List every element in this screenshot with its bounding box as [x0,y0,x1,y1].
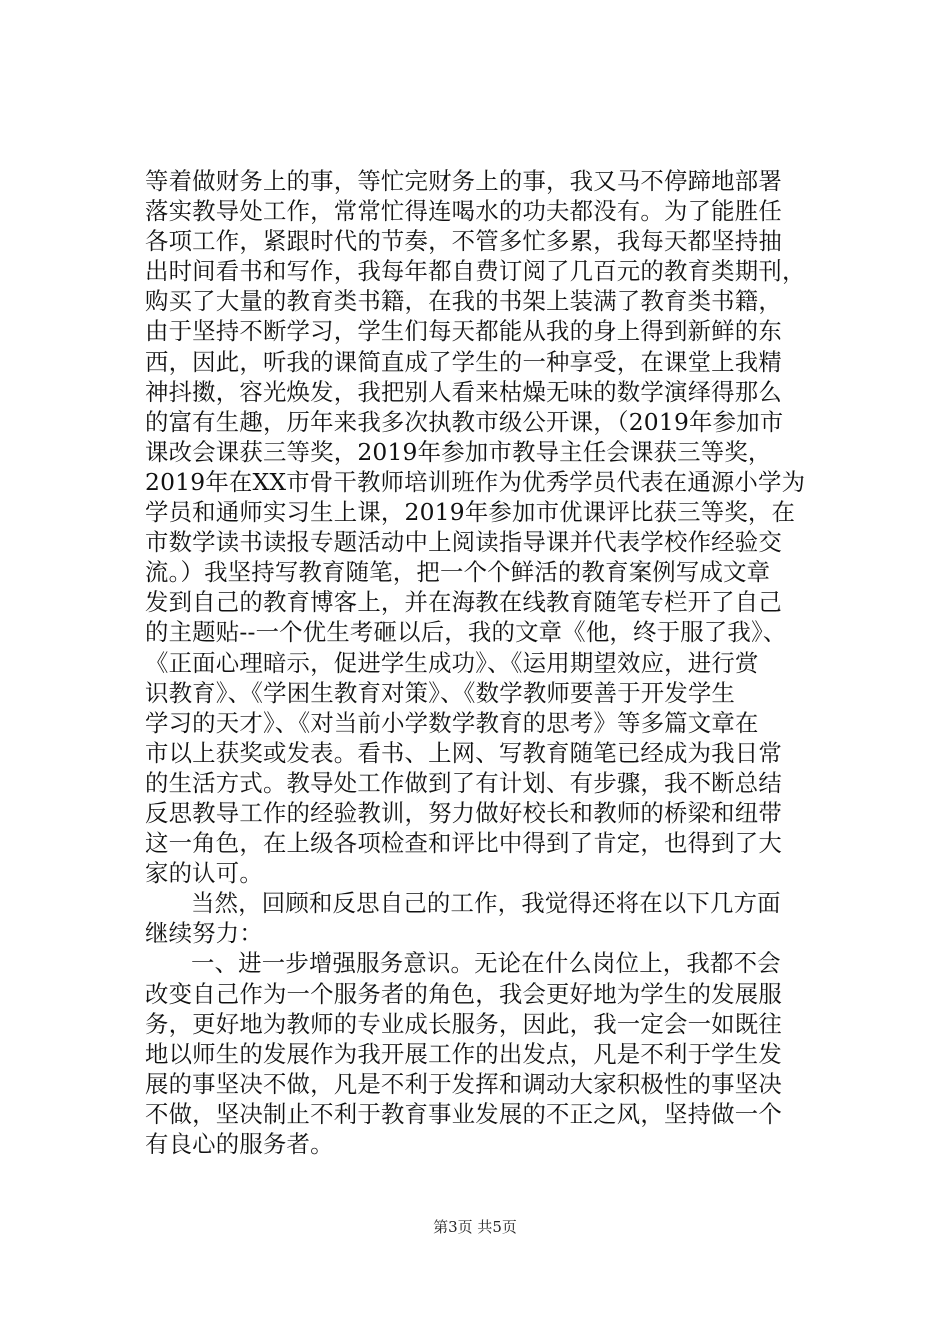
text-line: 神抖擞，容光焕发，我把别人看来枯燥无味的数学演绎得那么 [145,377,782,406]
text-line: 继续努力： [145,919,263,948]
text-line: 识教育》、《学困生教育对策》、《数学教师要善于开发学生 [145,678,736,707]
text-line: 一、进一步增强服务意识。无论在什么岗位上，我都不会 [191,949,781,978]
text-line: 流。）我坚持写教育随笔，把一个个鲜活的教育案例写成文章 [145,558,771,587]
text-line: 务，更好地为教师的专业成长服务，因此，我一定会一如既往 [145,1009,782,1038]
text-line: 市数学读书读报专题活动中上阅读指导课并代表学校作经验交 [145,528,782,557]
text-line: 等着做财务上的事，等忙完财务上的事，我又马不停蹄地部署 [145,167,782,195]
text-line: 的主题贴--一个优生考砸以后，我的文章《他，终于服了我》、 [145,618,787,647]
text-line: 发到自己的教育博客上，并在海教在线教育随笔专栏开了自己 [145,588,782,617]
text-line: 这一角色，在上级各项检查和评比中得到了肯定，也得到了大 [145,829,782,858]
text-line: 改变自己作为一个服务者的角色，我会更好地为学生的发展服 [145,979,782,1008]
text-line: 家的认可。 [145,859,263,888]
body-text [145,166,835,1159]
text-line: 地以师生的发展作为我开展工作的出发点，凡是不利于学生发 [145,1039,782,1068]
text-line: 的生活方式。教导处工作做到了有计划、有步骤，我不断总结 [145,768,782,797]
text-line: 当然，回顾和反思自己的工作，我觉得还将在以下几方面 [191,889,781,918]
text-line: 学员和通师实习生上课，2019年参加市优课评比获三等奖，在 [145,498,796,527]
text-line: 购买了大量的教育类书籍，在我的书架上装满了教育类书籍， [145,287,782,316]
text-line: 西，因此，听我的课简直成了学生的一种享受，在课堂上我精 [145,347,782,376]
text-line: 的富有生趣，历年来我多次执教市级公开课，（2019年参加市 [145,407,784,436]
text-line: 学习的天才》、《对当前小学数学教育的思考》等多篇文章在 [145,708,759,737]
text-line: 2019年在XX市骨干教师培训班作为优秀学员代表在通源小学为 [145,467,806,496]
text-line: 落实教导处工作，常常忙得连喝水的功夫都没有。为了能胜任 [145,197,782,226]
text-line: 有良心的服务者。 [145,1130,334,1158]
text-line: 《正面心理暗示，促进学生成功》、《运用期望效应，进行赏 [145,648,759,677]
text-line: 出时间看书和写作，我每年都自费订阅了几百元的教育类期刊， [145,257,806,286]
text-line: 市以上获奖或发表。看书、上网、写教育随笔已经成为我日常 [145,738,782,767]
page-footer: 第3页 共5页 [433,1218,517,1236]
text-line: 各项工作，紧跟时代的节奏，不管多忙多累，我每天都坚持抽 [145,227,782,256]
text-line: 课改会课获三等奖，2019年参加市教导主任会课获三等奖， [145,437,772,466]
text-line: 反思教导工作的经验教训，努力做好校长和教师的桥梁和纽带 [145,798,782,827]
text-line: 由于坚持不断学习，学生们每天都能从我的身上得到新鲜的东 [145,317,782,346]
text-line: 不做，坚决制止不利于教育事业发展的不正之风，坚持做一个 [145,1099,782,1128]
text-line: 展的事坚决不做，凡是不利于发挥和调动大家积极性的事坚决 [145,1069,782,1098]
